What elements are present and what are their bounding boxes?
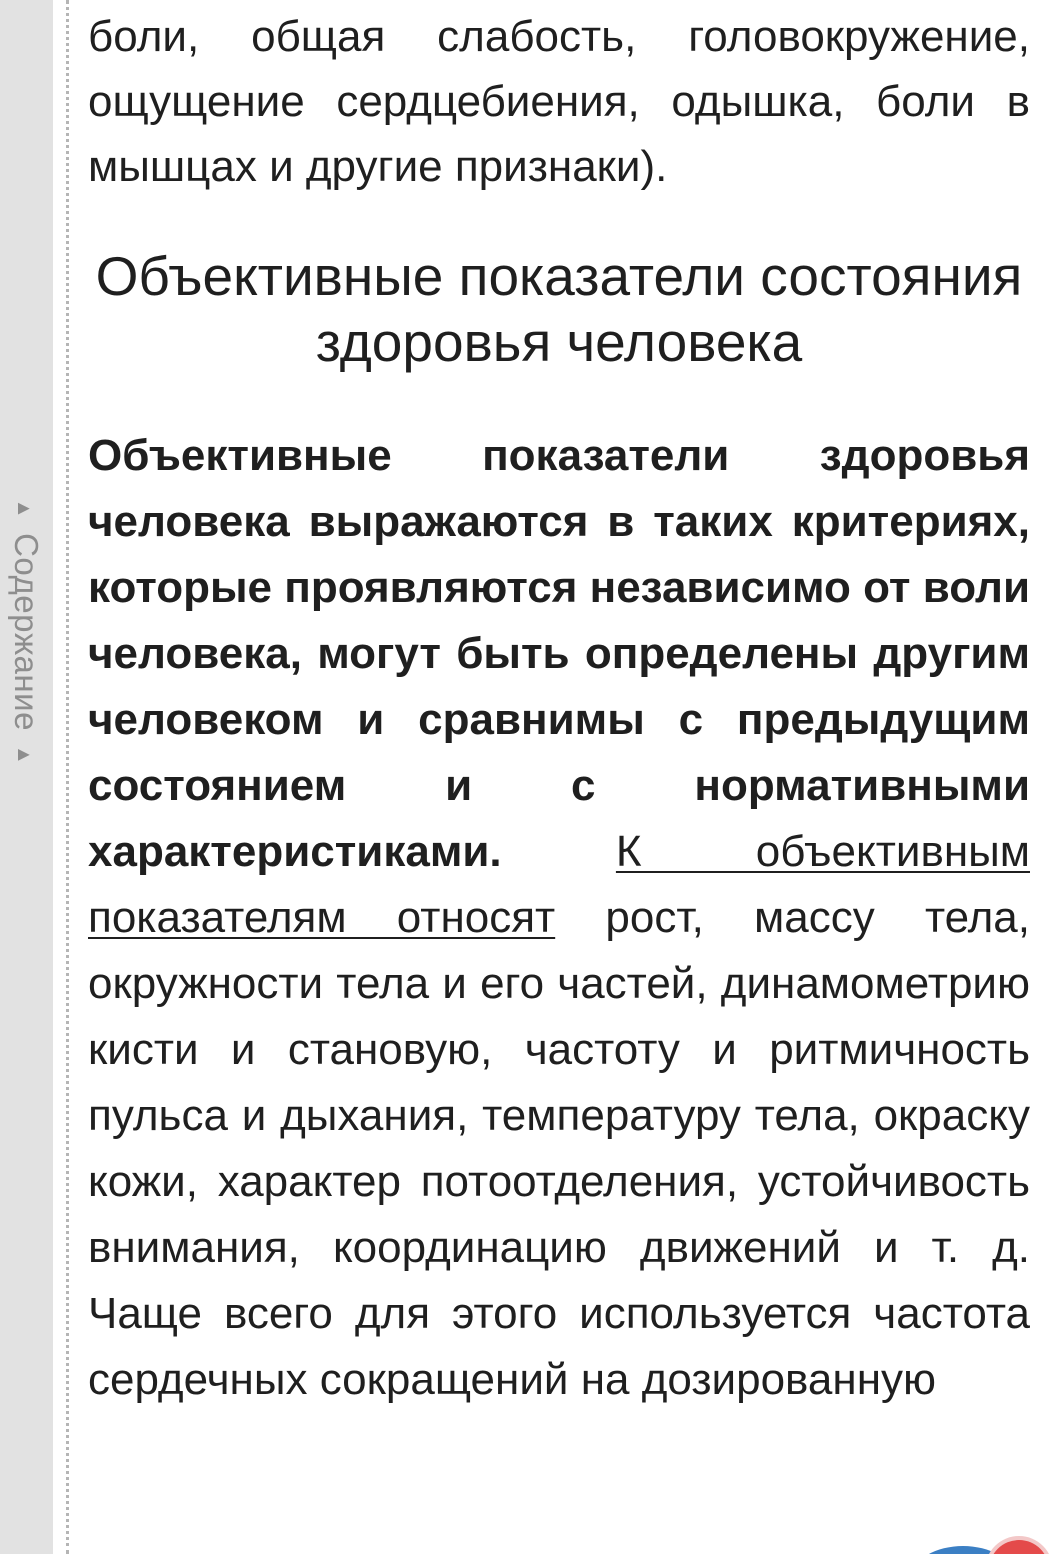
bold-definition-text: Объективные показатели здоровья человека выражаются в таких критериях, которые проявляются независимо от воли человека, могут быть определены другим человеком и сравнимы с предыдущим состоянием и с нормативными характеристиками.: [88, 431, 1030, 876]
floating-action-buttons[interactable]: [913, 1540, 1043, 1554]
fab-red-button[interactable]: [989, 1540, 1049, 1554]
contents-label-text: Содержание: [8, 533, 45, 731]
intro-paragraph: боли, общая слабость, головокружение, ощущение сердцебиения, одышка, боли в мышцах и другие признаки).: [88, 12, 1030, 191]
objective-indicators-link[interactable]: К объективным показателям относят: [88, 827, 1030, 942]
section-heading: Объективные показатели состояния здоровья человека: [95, 245, 1023, 373]
contents-arrow-icon: ▲: [13, 498, 36, 520]
contents-sidebar-label[interactable]: [7, 485, 45, 779]
main-paragraph-rest: рост, массу тела, окружности тела и его частей, динамометрию кисти и становую, частоту и ритмичность пульса и дыхания, температуру тела, окраску кожи, характер потоотделения, устойчивость внимания, координацию движений и т. д. Чаще всего для этого используется частота сердечных сокращений на дозированную: [88, 893, 1030, 1404]
contents-sidebar-tab[interactable]: [0, 0, 53, 1554]
content-dotted-border: [66, 0, 69, 1554]
contents-arrow-icon: ▲: [13, 744, 36, 766]
article-content: [88, 0, 1030, 1413]
main-paragraph: [88, 423, 1030, 1413]
